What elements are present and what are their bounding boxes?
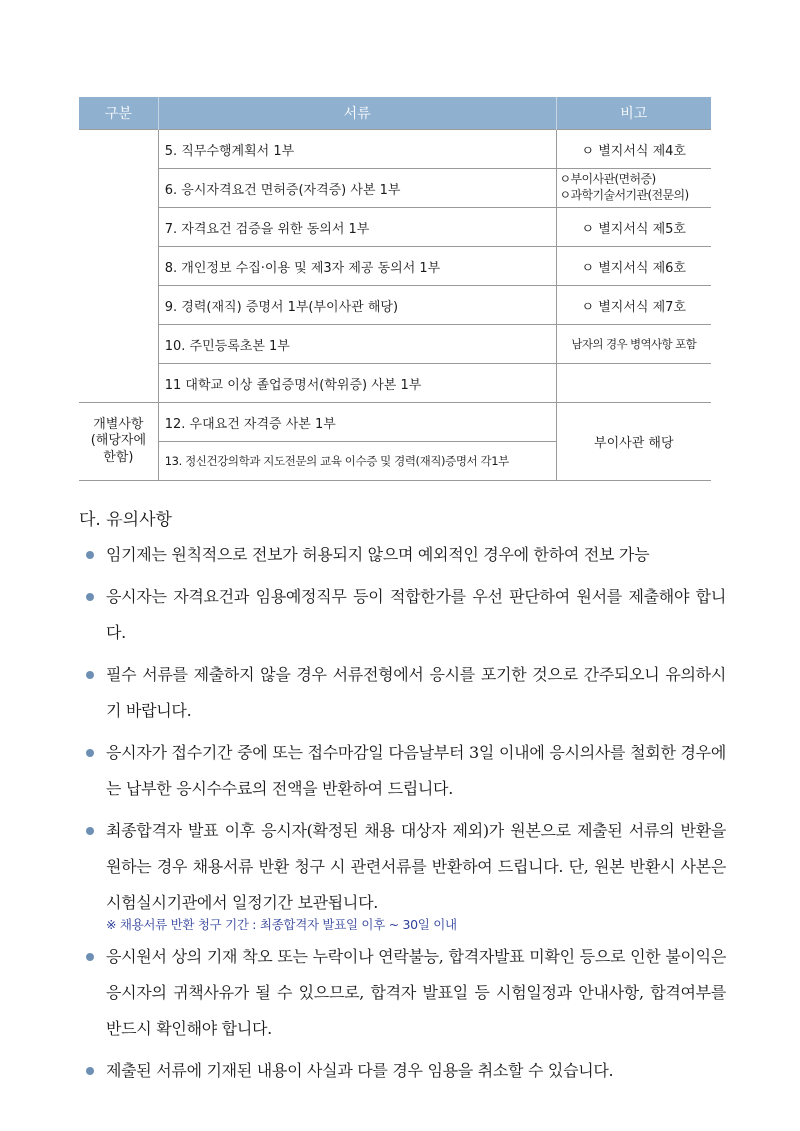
- bullet-icon: [86, 1067, 94, 1075]
- table-row: [79, 208, 711, 247]
- header-category: 구분: [79, 97, 158, 130]
- document-cell: 7. 자격요건 검증을 위한 동의서 1부: [158, 208, 556, 247]
- remark-cell: [556, 169, 711, 208]
- table-row: [79, 247, 711, 286]
- section-title: 다. 유의사항: [79, 510, 172, 530]
- document-cell: 11 대학교 이상 졸업증명서(학위증) 사본 1부: [158, 364, 556, 403]
- list-item: [84, 537, 726, 573]
- remark-cell: ㅇ 별지서식 제7호: [556, 286, 711, 325]
- bullet-icon: [86, 749, 94, 757]
- remark-cell: 남자의 경우 병역사항 포함: [556, 325, 711, 364]
- document-cell: 12. 우대요건 자격증 사본 1부: [158, 403, 556, 442]
- document-cell: 13. 정신건강의학과 지도전문의 교육 이수증 및 경력(재직)증명서 각1부: [158, 442, 556, 481]
- document-cell: 9. 경력(재직) 증명서 1부(부이사관 해당): [158, 286, 556, 325]
- note-subtext: ※ 채용서류 반환 청구 기간 : 최종합격자 발표일 이후 ~ 30일 이내: [106, 917, 457, 932]
- remark-line: ㅇ부이사관(면허증): [559, 172, 656, 187]
- document-cell: 8. 개인정보 수집·이용 및 제3자 제공 동의서 1부: [158, 247, 556, 286]
- remark-cell: [556, 364, 711, 403]
- note-text: 제출된 서류에 기재된 내용이 사실과 다를 경우 임용을 취소할 수 있습니다.: [106, 1061, 614, 1080]
- document-cell: 6. 응시자격요건 면허증(자격증) 사본 1부: [158, 169, 556, 208]
- bullet-icon: [86, 593, 94, 601]
- note-text: 응시원서 상의 기재 착오 또는 누락이나 연락불능, 합격자발표 미확인 등으로 인한 불이익은 응시자의 귀책사유가 될 수 있으므로, 합격자 발표일 등 시험일정과 안내사항, 합격여부를 반드시 확인해야 합니다.: [106, 947, 726, 1038]
- notes-list: [84, 537, 726, 1095]
- note-text: 응시자는 자격요건과 임용예정직무 등이 적합한가를 우선 판단하여 원서를 제출해야 합니다.: [106, 587, 726, 642]
- header-remarks: 비고: [556, 97, 711, 130]
- category-line: 한함): [103, 449, 134, 465]
- remark-cell: 부이사관 해당: [556, 403, 711, 481]
- bullet-icon: [86, 671, 94, 679]
- table-row: [79, 325, 711, 364]
- list-item: [84, 1053, 726, 1089]
- category-line: (해당자에: [90, 433, 147, 449]
- table-header-row: [79, 97, 711, 130]
- bullet-icon: [86, 953, 94, 961]
- list-item: [84, 735, 726, 807]
- documents-table: [79, 97, 711, 481]
- category-cell-individual: [79, 403, 158, 481]
- list-item: [84, 657, 726, 729]
- category-line: 개별사항: [93, 417, 144, 433]
- table-row: [79, 403, 711, 442]
- remark-cell: ㅇ 별지서식 제6호: [556, 247, 711, 286]
- table-row: [79, 364, 711, 403]
- document-cell: 10. 주민등록초본 1부: [158, 325, 556, 364]
- remark-line: ㅇ과학기술서기관(전문의): [559, 188, 689, 202]
- table-row: [79, 169, 711, 208]
- table-row: [79, 130, 711, 169]
- list-item: [84, 939, 726, 1047]
- note-text: 필수 서류를 제출하지 않을 경우 서류전형에서 응시를 포기한 것으로 간주되오니 유의하시기 바랍니다.: [106, 665, 726, 720]
- list-item: [84, 579, 726, 651]
- category-cell-empty: [79, 130, 158, 403]
- note-text: 응시자가 접수기간 중에 또는 접수마감일 다음날부터 3일 이내에 응시의사를 철회한 경우에는 납부한 응시수수료의 전액을 반환하여 드립니다.: [106, 743, 726, 798]
- list-item: [84, 813, 726, 933]
- bullet-icon: [86, 827, 94, 835]
- note-text: 임기제는 원칙적으로 전보가 허용되지 않으며 예외적인 경우에 한하여 전보 가능: [106, 545, 650, 564]
- bullet-icon: [86, 551, 94, 559]
- note-text: 최종합격자 발표 이후 응시자(확정된 채용 대상자 제외)가 원본으로 제출된 서류의 반환을 원하는 경우 채용서류 반환 청구 시 관련서류를 반환하여 드립니다. 단, 원본 반환시 사본은 시험실시기관에서 일정기간 보관됩니다.: [106, 821, 726, 912]
- header-documents: 서류: [158, 97, 556, 130]
- document-cell: 5. 직무수행계획서 1부: [158, 130, 556, 169]
- remark-cell: ㅇ 별지서식 제5호: [556, 208, 711, 247]
- table-row: [79, 286, 711, 325]
- remark-cell: ㅇ 별지서식 제4호: [556, 130, 711, 169]
